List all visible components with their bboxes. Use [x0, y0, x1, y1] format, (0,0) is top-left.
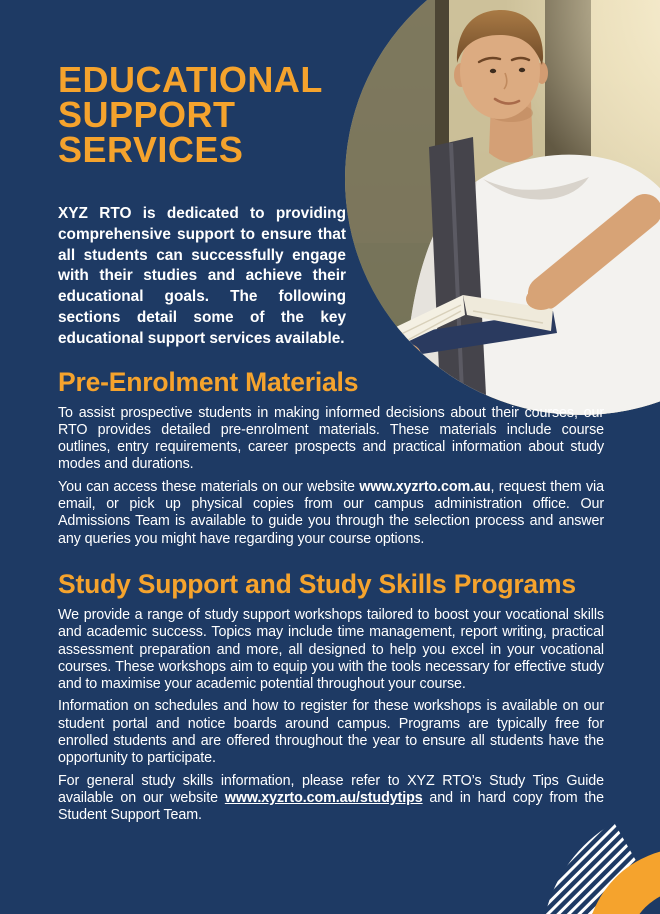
paragraph: We provide a range of study support workshops tailored to boost your vocational skills and academic success. Topics may include time management, report writing, practical assessment preparation and more, all designed to help you excel in your vocational courses. These workshops aim to equip you with the tools necessary for effective study and to maximise your academic potential throughout your course.: [58, 606, 604, 693]
page-title-line: EDUCATIONAL: [58, 59, 323, 100]
content-column: [0, 59, 660, 825]
paragraph-text: , request them via email, or pick up physical copies from our campus administration office. Our Admissions Team is available to guide you through the selection process and answer any queries you might have regarding your course options.: [58, 478, 604, 547]
studytips-link[interactable]: www.xyzrto.com.au/studytips: [224, 789, 423, 806]
paragraph: To assist prospective students in making informed decisions about their courses, our RTO provides detailed pre-enrolment materials. These materials include course outlines, entry requirements, career prospects and practical information about study modes and durations.: [58, 404, 604, 473]
section-study-support: [58, 568, 604, 825]
paragraph: Information on schedules and how to register for these workshops is available on our student portal and notice boards around campus. Programs are typically free for enrolled students and are offered throughout the year to ensure all students have the opportunity to participate.: [58, 698, 604, 767]
paragraph-text: and in hard copy from the Student Support Team.: [58, 789, 604, 824]
section-heading: Pre-Enrolment Materials: [58, 366, 359, 397]
page-title: [58, 59, 604, 170]
page-title-line: SUPPORT: [58, 94, 236, 135]
section-pre-enrolment: [58, 366, 604, 548]
section-heading: Study Support and Study Skills Programs: [58, 568, 576, 599]
page-title-line: SERVICES: [58, 129, 244, 170]
paragraph: [58, 773, 604, 825]
paragraph: [58, 479, 604, 548]
paragraph-text: For general study skills information, please refer to XYZ RTO’s Study Tips Guide available on our website: [58, 772, 604, 806]
intro-paragraph: XYZ RTO is dedicated to providing comprehensive support to ensure that all students can successfully engage with their studies and achieve their educational goals. The following sections detail some of the key educational support services available.: [58, 205, 346, 347]
paragraph-text: You can access these materials on our website: [58, 478, 360, 495]
website-link[interactable]: www.xyzrto.com.au: [359, 478, 491, 495]
